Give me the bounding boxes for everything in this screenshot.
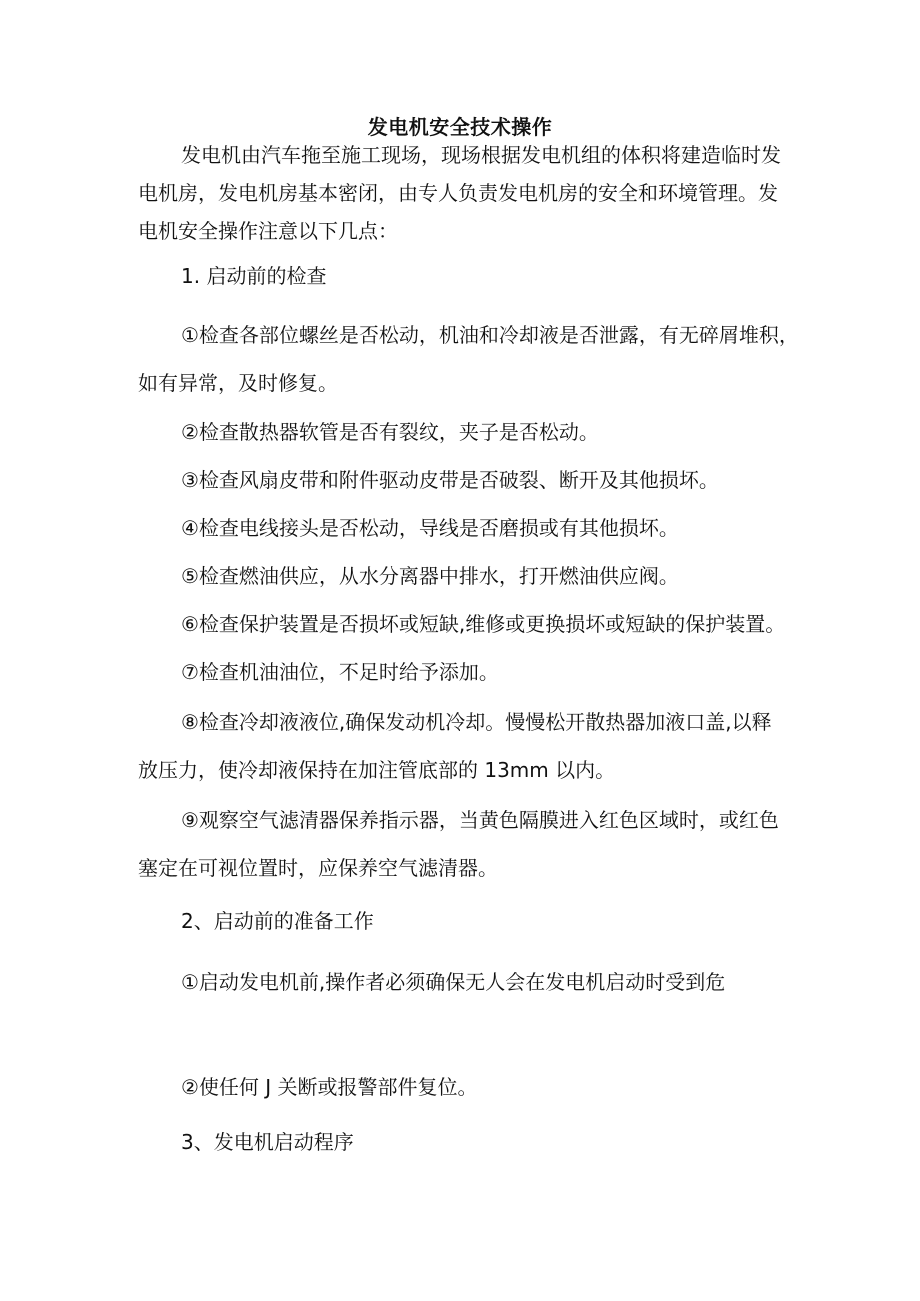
- check-item-1-line-1: ①检查各部位螺丝是否松动，机油和冷却液是否泄露，有无碎屑堆积，: [181, 323, 799, 347]
- check-item-5: ⑤检查燃油供应，从水分离器中排水，打开燃油供应阀。: [181, 564, 679, 588]
- check-item-4: ④检查电线接头是否松动，导线是否磨损或有其他损坏。: [181, 516, 679, 540]
- check-item-8-line-2: 放压力，使冷却液保持在加注管底部的 13mm 以内。: [138, 758, 616, 782]
- check-item-2: ②检查散热器软管是否有裂纹，夹子是否松动。: [181, 420, 599, 444]
- check-item-3: ③检查风扇皮带和附件驱动皮带是否破裂、断开及其他损坏。: [181, 468, 719, 492]
- document-title: 发电机安全技术操作: [367, 115, 553, 139]
- check-item-7: ⑦检查机油油位，不足时给予添加。: [181, 660, 499, 684]
- check-item-1-line-2: 如有异常，及时修复。: [138, 371, 338, 395]
- section-heading-2: 2、启动前的准备工作: [181, 909, 374, 933]
- check-item-9-line-2: 塞定在可视位置时，应保养空气滤清器。: [138, 856, 498, 880]
- prep-item-1: ①启动发电机前,操作者必须确保无人会在发电机启动时受到危: [181, 970, 726, 994]
- prep-item-2: ②使任何 J 关断或报警部件复位。: [181, 1075, 478, 1099]
- check-item-8-line-1: ⑧检查冷却液液位,确保发动机冷却。慢慢松开散热器加液口盖,以释: [181, 710, 772, 734]
- section-heading-1: 1. 启动前的检查: [181, 264, 327, 288]
- check-item-6: ⑥检查保护装置是否损坏或短缺,维修或更换损坏或短缺的保护装置。: [181, 612, 786, 636]
- section-heading-3: 3、发电机启动程序: [181, 1130, 354, 1154]
- check-item-9-line-1: ⑨观察空气滤清器保养指示器，当黄色隔膜进入红色区域时，或红色: [181, 808, 779, 832]
- intro-line-3: 电机安全操作注意以下几点：: [138, 219, 398, 243]
- intro-line-2: 电机房，发电机房基本密闭，由专人负责发电机房的安全和环境管理。发: [138, 181, 778, 205]
- intro-line-1: 发电机由汽车拖至施工现场，现场根据发电机组的体积将建造临时发: [181, 143, 781, 167]
